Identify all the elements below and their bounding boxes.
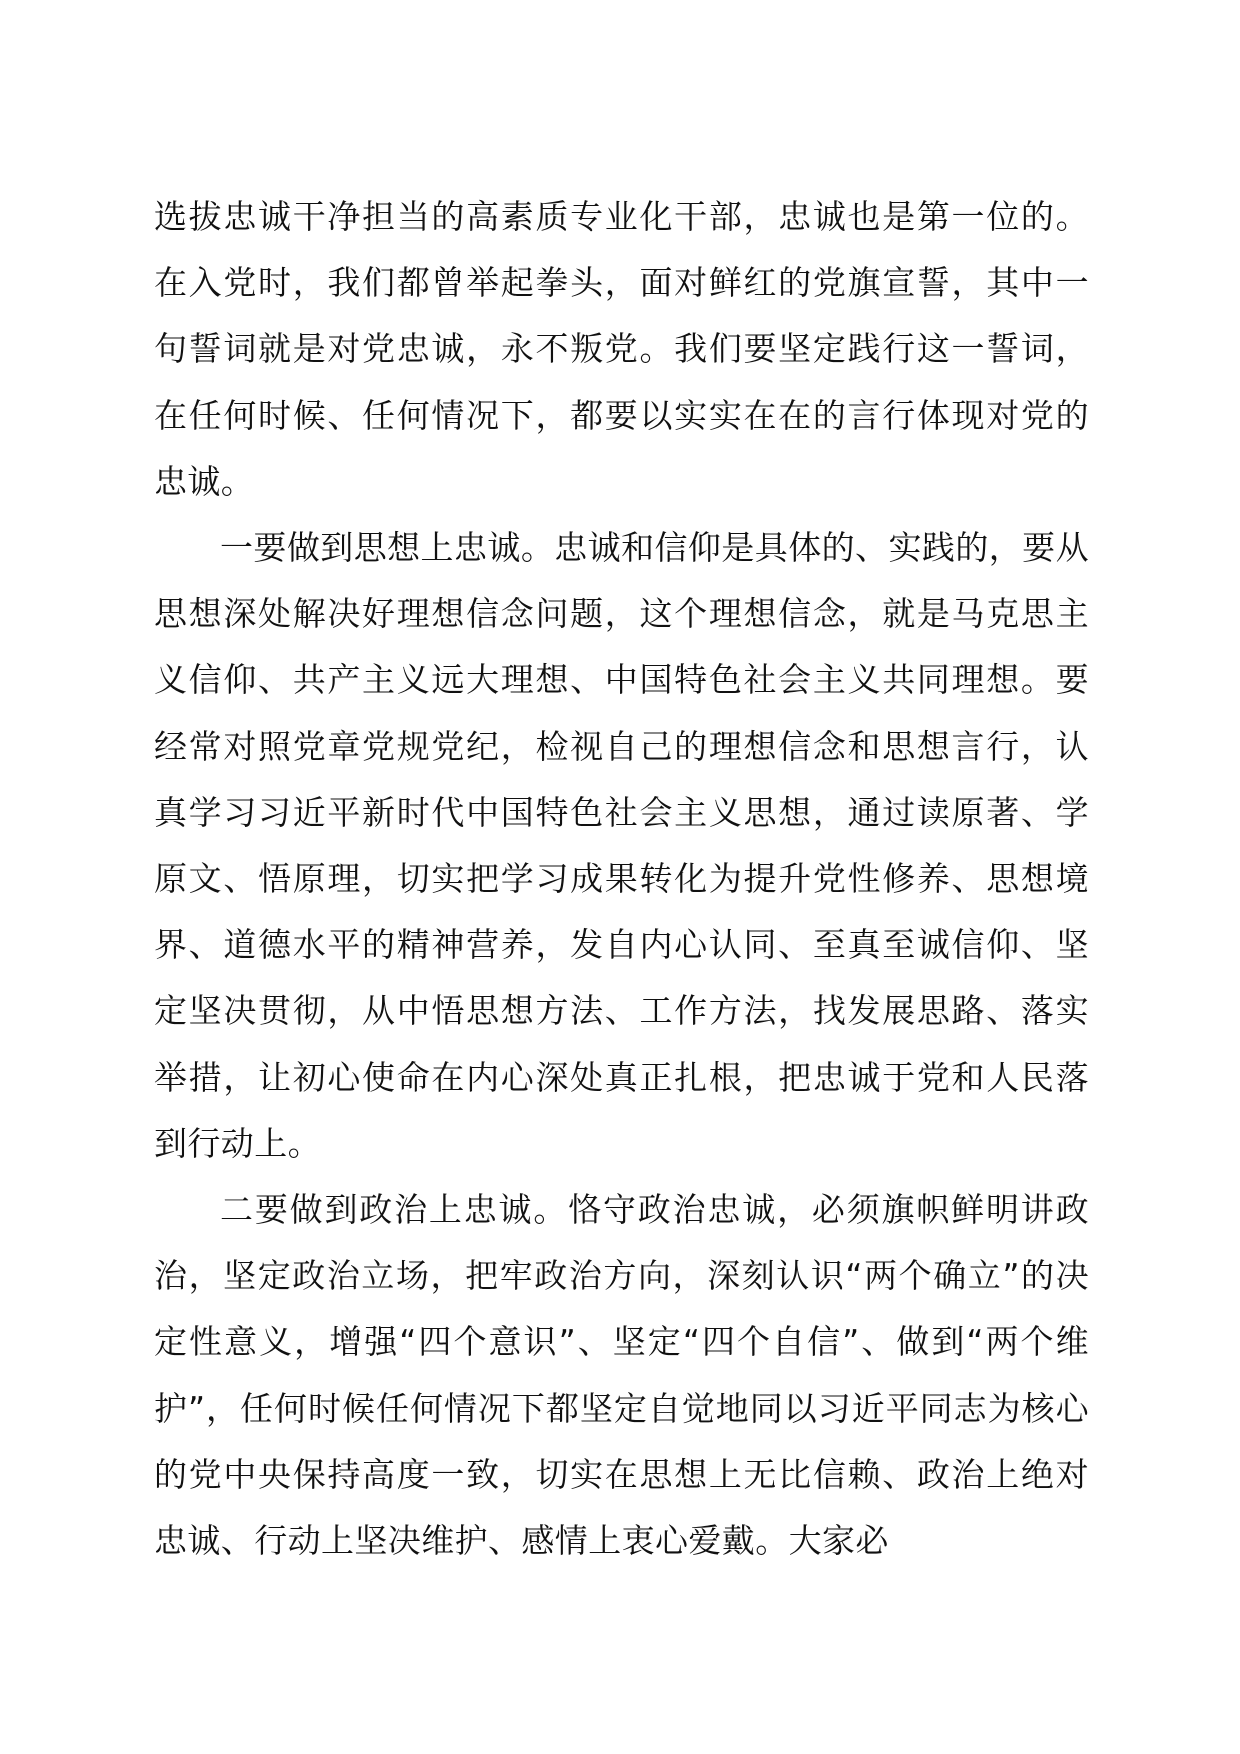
document-body — [154, 184, 1089, 1574]
paragraph-ideological-loyalty: 一要做到思想上忠诚。忠诚和信仰是具体的、实践的，要从思想深处解决好理想信念问题，这个理想信念，就是马克思主义信仰、共产主义远大理想、中国特色社会主义共同理想。要经常对照党章党规党纪，检视自己的理想信念和思想言行，认真学习习近平新时代中国特色社会主义思想，通过读原著、学原文、悟原理，切实把学习成果转化为提升党性修养、思想境界、道德水平的精神营养，发自内心认同、至真至诚信仰、坚定坚决贯彻，从中悟思想方法、工作方法，找发展思路、落实举措，让初心使命在内心深处真正扎根，把忠诚于党和人民落到行动上。 — [154, 528, 1089, 1163]
paragraph-political-loyalty: 二要做到政治上忠诚。恪守政治忠诚，必须旗帜鲜明讲政治，坚定政治立场，把牢政治方向，深刻认识“两个确立”的决定性意义，增强“四个意识”、坚定“四个自信”、做到“两个维护”，任何时候任何情况下都坚定自觉地同以习近平同志为核心的党中央保持高度一致，切实在思想上无比信赖、政治上绝对忠诚、行动上坚决维护、感情上衷心爱戴。大家必 — [154, 1190, 1089, 1561]
paragraph-continuation: 选拔忠诚干净担当的高素质专业化干部，忠诚也是第一位的。在入党时，我们都曾举起拳头，面对鲜红的党旗宣誓，其中一句誓词就是对党忠诚，永不叛党。我们要坚定践行这一誓词，在任何时候、任何情况下，都要以实实在在的言行体现对党的忠诚。 — [154, 197, 1089, 501]
